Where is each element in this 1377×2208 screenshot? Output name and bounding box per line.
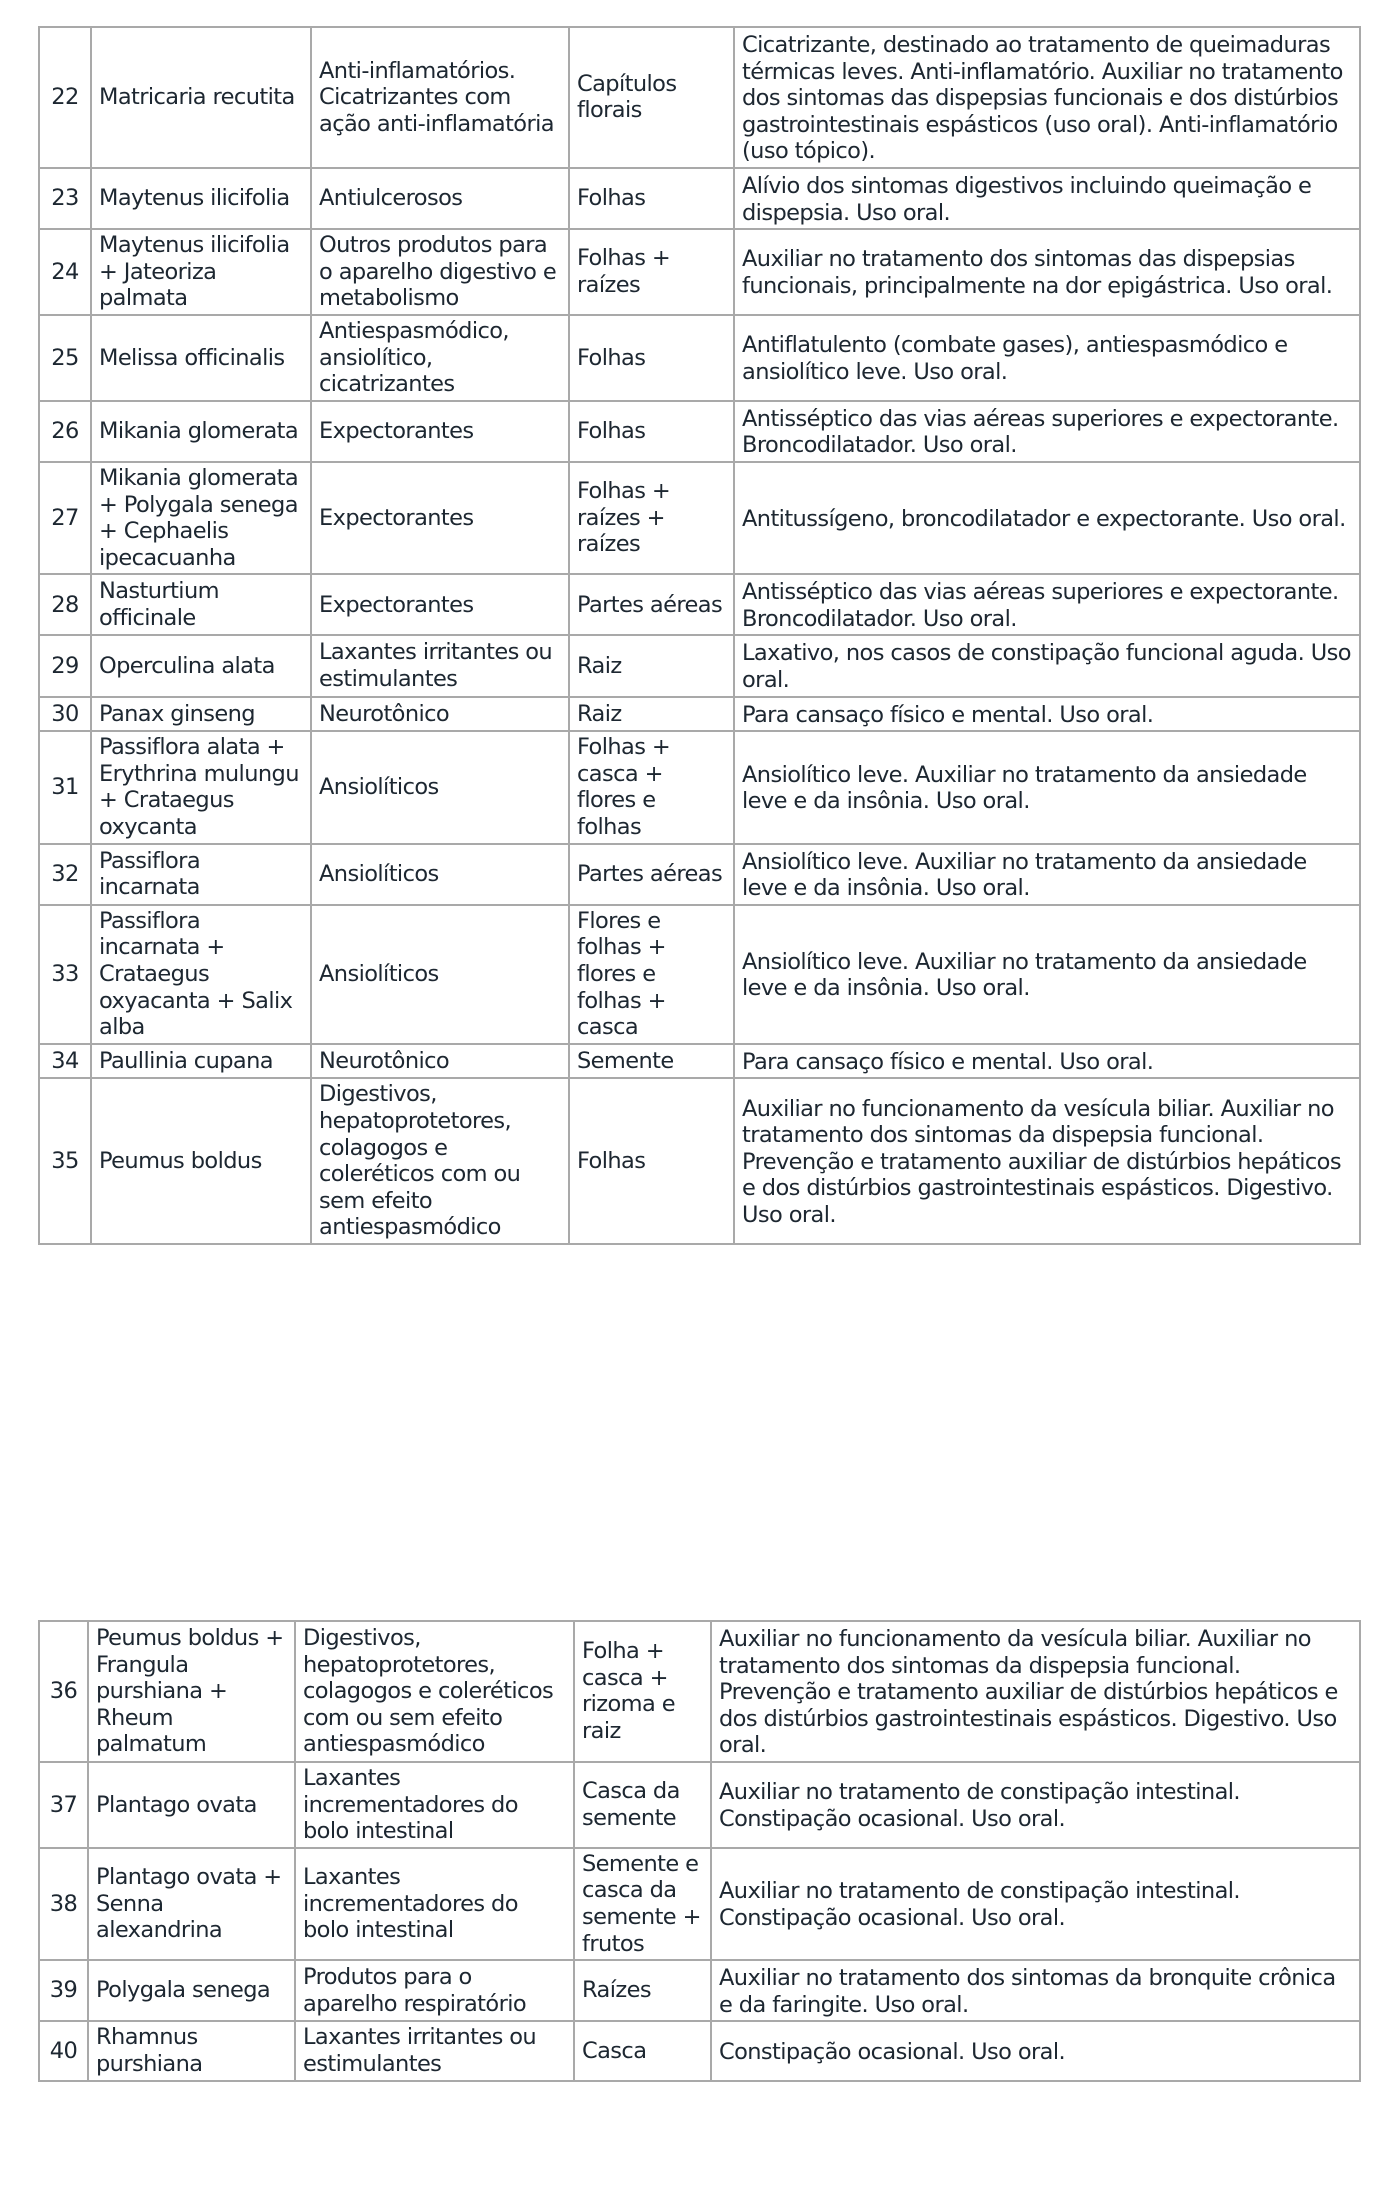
indication-cell: Para cansaço físico e mental. Uso oral.	[734, 697, 1360, 732]
therapeutic-class-cell: Digestivos, hepatoprotetores, colagogos e coleréticos com ou sem efeito antiespasmódico	[295, 1621, 574, 1762]
plant-part-cell: Folha + casca + rizoma e raiz	[574, 1621, 711, 1762]
row-number: 23	[39, 168, 91, 229]
indication-cell: Auxiliar no tratamento de constipação intestinal. Constipação ocasional. Uso oral.	[711, 1848, 1360, 1960]
therapeutic-class-cell: Anti-inflamatórios. Cicatrizantes com ação anti-inflamatória	[311, 27, 569, 168]
plant-part-cell: Folhas + casca + flores e folhas	[569, 731, 734, 843]
indication-cell: Alívio dos sintomas digestivos incluindo queimação e dispepsia. Uso oral.	[734, 168, 1360, 229]
herbal-medicine-table-part-2	[38, 1620, 1361, 2082]
plant-species-cell: Melissa officinalis	[91, 315, 311, 401]
row-number: 39	[39, 1960, 88, 2021]
indication-cell: Auxiliar no tratamento dos sintomas das dispepsias funcionais, principalmente na dor epigástrica. Uso oral.	[734, 229, 1360, 315]
therapeutic-class-cell: Ansiolíticos	[311, 905, 569, 1044]
plant-species-cell: Operculina alata	[91, 635, 311, 696]
indication-cell: Auxiliar no funcionamento da vesícula biliar. Auxiliar no tratamento dos sintomas da dispepsia funcional. Prevenção e tratamento auxiliar de distúrbios hepáticos e dos distúrbios gastrointestinais espásticos. Digestivo. Uso oral.	[734, 1078, 1360, 1244]
plant-part-cell: Casca	[574, 2021, 711, 2080]
plant-part-cell: Folhas	[569, 1078, 734, 1244]
table-row	[39, 401, 1360, 462]
indication-cell: Para cansaço físico e mental. Uso oral.	[734, 1044, 1360, 1079]
plant-species-cell: Panax ginseng	[91, 697, 311, 732]
table-row	[39, 731, 1360, 843]
indication-cell: Ansiolítico leve. Auxiliar no tratamento da ansiedade leve e da insônia. Uso oral.	[734, 905, 1360, 1044]
plant-part-cell: Capítulos florais	[569, 27, 734, 168]
plant-part-cell: Semente e casca da semente + frutos	[574, 1848, 711, 1960]
row-number: 29	[39, 635, 91, 696]
indication-cell: Auxiliar no tratamento dos sintomas da bronquite crônica e da faringite. Uso oral.	[711, 1960, 1360, 2021]
therapeutic-class-cell: Expectorantes	[311, 462, 569, 574]
indication-cell: Antitussígeno, broncodilatador e expectorante. Uso oral.	[734, 462, 1360, 574]
therapeutic-class-cell: Antiespasmódico, ansiolítico, cicatrizantes	[311, 315, 569, 401]
row-number: 28	[39, 574, 91, 635]
table-row	[39, 462, 1360, 574]
table-row	[39, 315, 1360, 401]
table-row	[39, 27, 1360, 168]
plant-species-cell: Rhamnus purshiana	[88, 2021, 295, 2080]
plant-part-cell: Semente	[569, 1044, 734, 1079]
indication-cell: Auxiliar no tratamento de constipação intestinal. Constipação ocasional. Uso oral.	[711, 1762, 1360, 1848]
table-row	[39, 1848, 1360, 1960]
table-row	[39, 844, 1360, 905]
row-number: 40	[39, 2021, 88, 2080]
indication-cell: Antisséptico das vias aéreas superiores e expectorante. Broncodilatador. Uso oral.	[734, 574, 1360, 635]
indication-cell: Antiflatulento (combate gases), antiespasmódico e ansiolítico leve. Uso oral.	[734, 315, 1360, 401]
table-row	[39, 1044, 1360, 1079]
table-row	[39, 1621, 1360, 1762]
row-number: 25	[39, 315, 91, 401]
therapeutic-class-cell: Expectorantes	[311, 574, 569, 635]
table-row	[39, 574, 1360, 635]
row-number: 24	[39, 229, 91, 315]
plant-part-cell: Folhas	[569, 315, 734, 401]
plant-species-cell: Passiflora incarnata	[91, 844, 311, 905]
therapeutic-class-cell: Ansiolíticos	[311, 844, 569, 905]
plant-species-cell: Maytenus ilicifolia + Jateoriza palmata	[91, 229, 311, 315]
plant-part-cell: Partes aéreas	[569, 574, 734, 635]
plant-part-cell: Raiz	[569, 697, 734, 732]
plant-species-cell: Matricaria recutita	[91, 27, 311, 168]
plant-species-cell: Nasturtium officinale	[91, 574, 311, 635]
row-number: 36	[39, 1621, 88, 1762]
indication-cell: Laxativo, nos casos de constipação funcional aguda. Uso oral.	[734, 635, 1360, 696]
row-number: 31	[39, 731, 91, 843]
table-row	[39, 905, 1360, 1044]
plant-part-cell: Folhas + raízes	[569, 229, 734, 315]
table-row	[39, 1078, 1360, 1244]
therapeutic-class-cell: Neurotônico	[311, 697, 569, 732]
therapeutic-class-cell: Laxantes incrementadores do bolo intestinal	[295, 1848, 574, 1960]
plant-part-cell: Folhas	[569, 401, 734, 462]
table-row	[39, 229, 1360, 315]
plant-part-cell: Flores e folhas + flores e folhas + casca	[569, 905, 734, 1044]
therapeutic-class-cell: Antiulcerosos	[311, 168, 569, 229]
plant-species-cell: Passiflora incarnata + Crataegus oxyacanta + Salix alba	[91, 905, 311, 1044]
plant-part-cell: Raízes	[574, 1960, 711, 2021]
plant-part-cell: Folhas	[569, 168, 734, 229]
row-number: 33	[39, 905, 91, 1044]
table-row	[39, 697, 1360, 732]
plant-species-cell: Maytenus ilicifolia	[91, 168, 311, 229]
row-number: 37	[39, 1762, 88, 1848]
plant-species-cell: Mikania glomerata	[91, 401, 311, 462]
therapeutic-class-cell: Expectorantes	[311, 401, 569, 462]
table-row	[39, 1762, 1360, 1848]
indication-cell: Antisséptico das vias aéreas superiores e expectorante. Broncodilatador. Uso oral.	[734, 401, 1360, 462]
row-number: 26	[39, 401, 91, 462]
plant-species-cell: Passiflora alata + Erythrina mulungu + Crataegus oxycanta	[91, 731, 311, 843]
row-number: 35	[39, 1078, 91, 1244]
plant-part-cell: Raiz	[569, 635, 734, 696]
indication-cell: Auxiliar no funcionamento da vesícula biliar. Auxiliar no tratamento dos sintomas da dispepsia funcional. Prevenção e tratamento auxiliar de distúrbios hepáticos e dos distúrbios gastrointestinais espásticos. Digestivo. Uso oral.	[711, 1621, 1360, 1762]
plant-species-cell: Mikania glomerata + Polygala senega + Cephaelis ipecacuanha	[91, 462, 311, 574]
therapeutic-class-cell: Produtos para o aparelho respiratório	[295, 1960, 574, 2021]
table-row	[39, 635, 1360, 696]
therapeutic-class-cell: Digestivos, hepatoprotetores, colagogos e coleréticos com ou sem efeito antiespasmódico	[311, 1078, 569, 1244]
row-number: 38	[39, 1848, 88, 1960]
herbal-medicine-table-part-1	[38, 26, 1361, 1245]
plant-species-cell: Polygala senega	[88, 1960, 295, 2021]
therapeutic-class-cell: Neurotônico	[311, 1044, 569, 1079]
indication-cell: Ansiolítico leve. Auxiliar no tratamento da ansiedade leve e da insônia. Uso oral.	[734, 731, 1360, 843]
therapeutic-class-cell: Laxantes irritantes ou estimulantes	[311, 635, 569, 696]
row-number: 22	[39, 27, 91, 168]
indication-cell: Cicatrizante, destinado ao tratamento de queimaduras térmicas leves. Anti-inflamatório. Auxiliar no tratamento dos sintomas das dispepsias funcionais e dos distúrbios gastrointestinais espásticos (uso oral). Anti-inflamatório (uso tópico).	[734, 27, 1360, 168]
therapeutic-class-cell: Ansiolíticos	[311, 731, 569, 843]
row-number: 32	[39, 844, 91, 905]
plant-species-cell: Plantago ovata	[88, 1762, 295, 1848]
plant-part-cell: Folhas + raízes + raízes	[569, 462, 734, 574]
plant-part-cell: Partes aéreas	[569, 844, 734, 905]
row-number: 27	[39, 462, 91, 574]
table-row	[39, 1960, 1360, 2021]
plant-species-cell: Plantago ovata + Senna alexandrina	[88, 1848, 295, 1960]
therapeutic-class-cell: Laxantes irritantes ou estimulantes	[295, 2021, 574, 2080]
row-number: 30	[39, 697, 91, 732]
plant-species-cell: Peumus boldus + Frangula purshiana + Rheum palmatum	[88, 1621, 295, 1762]
plant-species-cell: Paullinia cupana	[91, 1044, 311, 1079]
therapeutic-class-cell: Outros produtos para o aparelho digestivo e metabolismo	[311, 229, 569, 315]
therapeutic-class-cell: Laxantes incrementadores do bolo intestinal	[295, 1762, 574, 1848]
plant-part-cell: Casca da semente	[574, 1762, 711, 1848]
plant-species-cell: Peumus boldus	[91, 1078, 311, 1244]
row-number: 34	[39, 1044, 91, 1079]
table-row	[39, 2021, 1360, 2080]
indication-cell: Ansiolítico leve. Auxiliar no tratamento da ansiedade leve e da insônia. Uso oral.	[734, 844, 1360, 905]
table-row	[39, 168, 1360, 229]
indication-cell: Constipação ocasional. Uso oral.	[711, 2021, 1360, 2080]
